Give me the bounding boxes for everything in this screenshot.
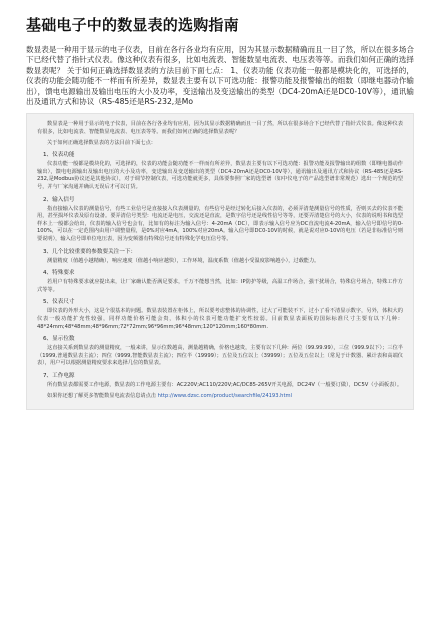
section-body-4: 若用户有特殊要求就应提出来，让厂家确认能否满足要求，千万不能想当然，比如：IP防护等级，高温工作场合，强干扰场合，特殊信号场合，特殊工作方式等等。 — [37, 279, 403, 293]
more-info-text: 如果你还想了解更多智能数显电流表信息请点击 — [47, 392, 156, 399]
box-paragraph-1: 数显表是一种用于显示的电子仪表，目前在各行各业均有应用，因为其显示数据精确而且一目了然，所以在很多场合下已经代替了指针式仪表。像这种仪表有很多，比如电流表、智能数显电流表、电压表等等。而我们如何正确的选择数显表呢？ — [37, 121, 403, 136]
intro-paragraph: 数显表是一种用于显示的电子仪表，目前在各行各业均有应用，因为其显示数据精确而且一目了然，所以在很多场合下已经代替了指针式仪表。像这种仪表有很多，比如电流表、智能数显电流表、电压表等等。而我们如何正确的选择数显表呢？ 关于如何正确选择数显表的方法目前下面七点： 1、仪表功能 仪表功能一般都是模块化的，可选择的，仪表的功能会随功能不一样而有所差异，数显表主要有以下可选功能：报警功能及报警输出的组数（即继电器动作输出），馈电电源输出及输出电压的大小及功率，变送输出及变送输出的类型（DC4-20mA还是DC0-10V等），通讯输出及通讯方式和协议（RS-485还是RS-232,是Mo — [26, 45, 414, 107]
box-paragraph-2: 关于如何正确选择数显表的方法目前下面七点： — [47, 139, 156, 146]
section-heading-1: 1、仪表功能 — [43, 152, 75, 159]
section-heading-7: 7、工作电源 — [43, 372, 75, 379]
more-info-line — [37, 393, 403, 401]
content-box — [26, 113, 414, 410]
section-body-7: 所有数显表都需要工作电源，数显表的工作电源主要有：AC220V;AC110/220V;AC/DC85-265V开关电源，DC24V（一般要订做），DC5V（小面板表）。 — [47, 381, 403, 388]
section-heading-4: 4、特殊要求 — [43, 270, 75, 277]
section-heading-3: 3、几个比较重要的参数要关注一下： — [43, 248, 137, 255]
page-title: 基础电子中的数显表的选购指南 — [26, 16, 239, 34]
section-body-3: 测量精度（值越小越精确），响应速度（值越小响应越快），工作环境，温度系数（值越小受温度影响越小），过载能力。 — [47, 257, 320, 264]
section-heading-2: 2、输入信号 — [43, 196, 75, 203]
section-heading-6: 6、显示位数 — [43, 336, 75, 343]
more-info-link[interactable]: http://www.dzsc.com/product/searchfile/24193.html — [157, 392, 292, 399]
section-body-5: 即仪表的外形大小，这是个很基本的问题。数显表装置在柜体上，所以要考虑整体的协调性，过大了可能装不下，过小了看不清显示数字，另外，体积大的仪表一般功能扩充性较强，同样功能价格可能会贵，体积小的仪表可能功能扩充性较弱。目前数显表面板的国际标准尺寸主要有以下几种：48*24mm;48*48mm;48*96mm;72*72mm;96*96mm;96*48mm;120*120mm;160*80mm. — [37, 308, 403, 330]
section-body-2: 指直接输入仪表的测量信号，有些工业信号是直接接入仪表测量的，有些信号是经过转化后接入仪表的，必须弄清楚测量信号的性质，否则买去的仪表不能用，甚至损坏仪表及原有设备。要弄清信号类型：电流还是电压，交流还是直流，是数字信号还是线性信号等等，还要弄清楚信号的大小，仪表的说明书和选型样本上一般都会给出，仪表的输入信号也会有，比如有的标注为输入信号：4-20mA（DC），即表示输入信号应为DC直流电流4-20mA，输入信号即信号的0-100%，可以在一定范围内由用户调整量程，是0%对应4mA，100%对应20mA。输入信号即DC0-10V的时候，就是说对应0-10V的电压（若是非标准信号则要说明），输入信号即单位电压表，因为变频器有特殊信号还有特殊化学电压信号等。 — [37, 205, 403, 242]
section-body-6: 这直接关系到数显表的测量精度，一般来讲，显示位数越高，测量越精确，价格也越贵，主要有以下几种：两位（99.99.99），三位（999.9以下）；三位半（1999,普通数显表主流）；四位（9999,智能数显表主流）；四位半（19999）；五位及五位以上（39999）；五位及五位以上（常见于计数器、累计表和高端仪表），用户可以根据测量精度要求来选择几位的数显表。 — [37, 345, 403, 367]
section-heading-5: 5、仪表尺寸 — [43, 299, 75, 306]
section-body-1: 仪表功能一般都是模块化的，可选择的，仪表的功能会随功能不一样而有所差异，数显表主要有以下可选功能：报警功能及报警输出的组数（即继电器动作输出），馈电电源输出及输出电压的大小及功率，变送输出及变送输出的类型（DC4-20mA还是DC0-10V等），通讯输出及通讯方式和协议（RS-485还是RS-232,是Modbus协议还是其他协议），对于调节控制仪表，可选功能就更多，具体要参照厂家的选型谱（如中仪电子的产品选型谱非常规范）选出一个规范的型号，并与厂家沟通并确认无误后才可以订货。 — [37, 161, 403, 190]
